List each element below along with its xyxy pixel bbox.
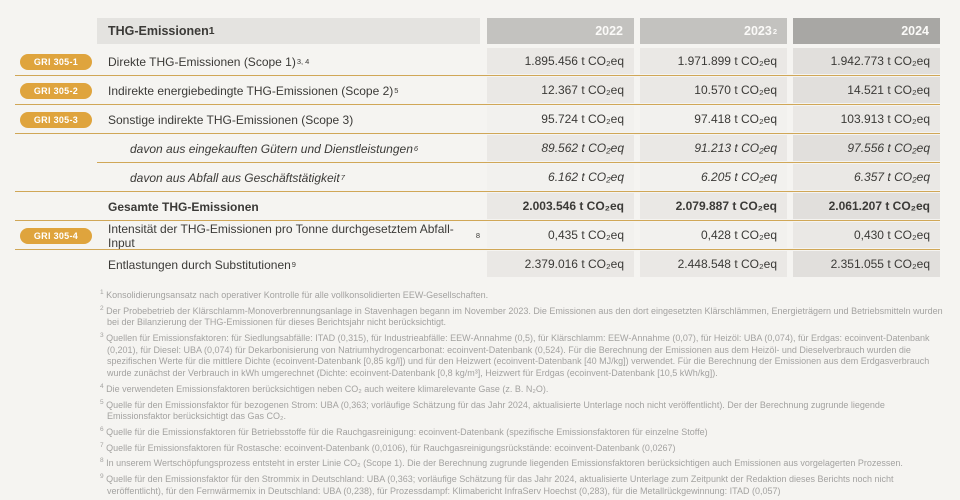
value-2024: 14.521 t CO₂eq: [793, 77, 940, 103]
gri-cell: [15, 250, 97, 279]
gri-cell: [15, 76, 97, 105]
value-2023: 1.971.899 t CO₂eq: [640, 48, 787, 74]
footnote-8: $^8$ In unserem Wertschöpfungsprozess entsteht in erster Linie CO₂ (Scope 1). Die der Berechnung zugrunde liegenden Emissionsfaktoren berücksichtigen auch Emissionen aus vorgelagerten Prozessen.: [100, 457, 903, 469]
table-row-gesamt: [15, 192, 940, 221]
value-2023: 2.079.887 t CO₂eq: [640, 193, 787, 219]
table-header-row: [15, 18, 940, 44]
gri-badge: GRI 305-3: [20, 112, 92, 128]
footnote-ref: 9: [291, 260, 296, 269]
footnote-9: $^9$ Quelle für den Emissionsfaktor für den Strommix in Deutschland: UBA (0,363; vorläufige Schätzung für das Jahr 2024, aktualisierte Unterlage zum Zeitpunkt der Redaktion dieses Berichts noch nicht veröffentlicht), für den Fernwärmemix in Deutschland: UBA (0,238), für Prozessdampf: Klimabericht InfraServ Hoechst (0,283), für die Metallrückgewinnung: ITAD (0,057): [100, 472, 894, 496]
year-header-2024: 2024: [793, 18, 940, 44]
emissions-table: [15, 18, 940, 279]
gri-cell: [15, 192, 97, 221]
footnote-1: $^1$ Konsolidierungsansatz nach operativer Kontrolle für alle vollkonsolidierten EEW-Gesellschaften.: [100, 289, 489, 300]
row-label: Direkte THG-Emissionen (Scope 1) 3, 4: [108, 54, 310, 69]
row-label: davon aus eingekauften Gütern und Dienstleistungen 6: [130, 141, 419, 156]
year-header-2023: 2023 2: [640, 18, 787, 44]
table-row-scope3: [15, 105, 940, 134]
table-row-scope2: [15, 76, 940, 105]
gri-cell: [15, 163, 97, 192]
footnote-2: $^2$ Der Probebetrieb der Klärschlamm-Monoverbrennungsanlage in Stavenhagen begann im November 2023. Die Emissionen aus den dort eingesetzten Klärschlämmen, Energieträgern und Betriebsmitteln wurden bei der Bilanzierung der THG-Emissionen für dieses Berichtsjahr nicht berücksichtigt.: [100, 304, 943, 328]
value-2024: 2.061.207 t CO₂eq: [793, 193, 940, 219]
table-row-davon-gueter: [15, 134, 940, 163]
gri-badge: GRI 305-2: [20, 83, 92, 99]
row-label: Gesamte THG-Emissionen: [108, 199, 259, 214]
table-row-intensitaet: [15, 221, 940, 250]
table-row-entlastungen: [15, 250, 940, 279]
gri-badge: GRI 305-1: [20, 54, 92, 70]
table-row-davon-abfall: [15, 163, 940, 192]
value-2022: 12.367 t CO₂eq: [487, 77, 634, 103]
value-2022: 2.379.016 t CO₂eq: [487, 251, 634, 277]
value-2022: 95.724 t CO₂eq: [487, 106, 634, 132]
gri-badge: GRI 305-4: [20, 228, 92, 244]
column-gap: [480, 18, 487, 44]
value-2023: 91.213 t CO₂eq: [640, 135, 787, 161]
footnote-ref: 7: [340, 173, 345, 182]
footnote-4: $^4$ Die verwendeten Emissionsfaktoren berücksichtigen neben CO₂ auch weitere klimarelevante Gase (z. B. N₂O).: [100, 382, 549, 394]
gri-cell: [15, 47, 97, 76]
footnote-ref: 6: [413, 144, 419, 153]
gri-cell: [15, 105, 97, 134]
value-2024: 1.942.773 t CO₂eq: [793, 48, 940, 74]
value-2024: 97.556 t CO₂eq: [793, 135, 940, 161]
gri-cell: [15, 221, 97, 250]
footnote-ref: 5: [394, 86, 399, 95]
table-row-scope1: [15, 47, 940, 76]
value-2024: 2.351.055 t CO₂eq: [793, 251, 940, 277]
value-2024: 6.357 t CO₂eq: [793, 164, 940, 190]
footnote-3: $^3$ Quellen für Emissionsfaktoren: für Siedlungsabfälle: ITAD (0,315), für Industrieabfälle: EEW-Annahme (0,5), für Klärschlamm: EEW-Annahme (0,07), für Heizöl: UBA (0,074), für Erdgas: ecoinvent-Datenbank (0,201), für Diesel: UBA (0,074) für Dekarbonisierung von Natriumhydrogencarbonat: ecoinvent-Datenbank (0,524). Für die Berechnung der Emissionen aus dem Heizöl- und Dieselverbrauch wurden die spezifischen Werte für die mittlere Dichte (ecoinvent-Datenbank [0,85 kg/l]) und für den Heizwert (ecoinvent-Datenbank [40 MJ/kg]) verwendet. Für die Berechnung der Emissionen aus dem Erdgasverbrauch wurde zunächst der Verbrauch in kWh umgerechnet (Dichte: ecoinvent-Datenbank [0,8 kg/m³], Heizwert für Erdgas (ecoinvent-Datenbank [10,5 kWh/kg]).: [100, 332, 930, 379]
value-2023: 6.205 t CO₂eq: [640, 164, 787, 190]
footnote-7: $^7$ Quelle für Emissionsfaktoren für Rostasche: ecoinvent-Datenbank (0,0106), für Rauchgasreinigungsrückstände: ecoinvent-Datenbank (0,0267): [100, 441, 676, 453]
year-2023-footnote-ref: 2: [772, 26, 777, 36]
value-2023: 10.570 t CO₂eq: [640, 77, 787, 103]
value-2024: 103.913 t CO₂eq: [793, 106, 940, 132]
value-2023: 2.448.548 t CO₂eq: [640, 251, 787, 277]
row-label: Intensität der THG-Emissionen pro Tonne durchgesetztem Abfall-Input 8: [108, 221, 480, 250]
value-2022: 2.003.546 t CO₂eq: [487, 193, 634, 219]
row-label: Sonstige indirekte THG-Emissionen (Scope 3): [108, 112, 354, 127]
row-label: Indirekte energiebedingte THG-Emissionen (Scope 2) 5: [108, 83, 399, 98]
table-title: THG-Emissionen: [108, 24, 209, 38]
header-gri-spacer: [15, 18, 97, 44]
footnote-ref: 3, 4: [296, 57, 310, 66]
value-2024: 0,430 t CO₂eq: [793, 222, 940, 248]
table-title-footnote-ref: 1: [208, 25, 215, 37]
row-label: davon aus Abfall aus Geschäftstätigkeit 7: [130, 170, 345, 185]
value-2022: 6.162 t CO₂eq: [487, 164, 634, 190]
value-2023: 97.418 t CO₂eq: [640, 106, 787, 132]
year-header-2022: 2022: [487, 18, 634, 44]
footnotes-section: [100, 289, 943, 500]
value-2022: 0,435 t CO₂eq: [487, 222, 634, 248]
value-2022: 1.895.456 t CO₂eq: [487, 48, 634, 74]
gri-cell: [15, 134, 97, 163]
footnote-5: $^5$ Quelle für den Emissionsfaktor für bezogenen Strom: UBA (0,363; vorläufige Schätzung für das Jahr 2024, aktualisierte Unterlage noch nicht veröffentlicht). Der der Berechnung zugrunde liegende Emissionsfaktor berücksichtigt das Gas CO₂.: [100, 398, 885, 422]
footnote-ref: 8: [475, 231, 480, 240]
value-2023: 0,428 t CO₂eq: [640, 222, 787, 248]
table-title-cell: [97, 18, 480, 44]
value-2022: 89.562 t CO₂eq: [487, 135, 634, 161]
row-label: Entlastungen durch Substitutionen 9: [108, 257, 296, 272]
footnote-6: $^6$ Quelle für die Emissionsfaktoren für Betriebsstoffe für die Rauchgasreinigung: ecoinvent-Datenbank (spezifische Emissionsfaktoren für einzelne Stoffe): [100, 425, 708, 437]
